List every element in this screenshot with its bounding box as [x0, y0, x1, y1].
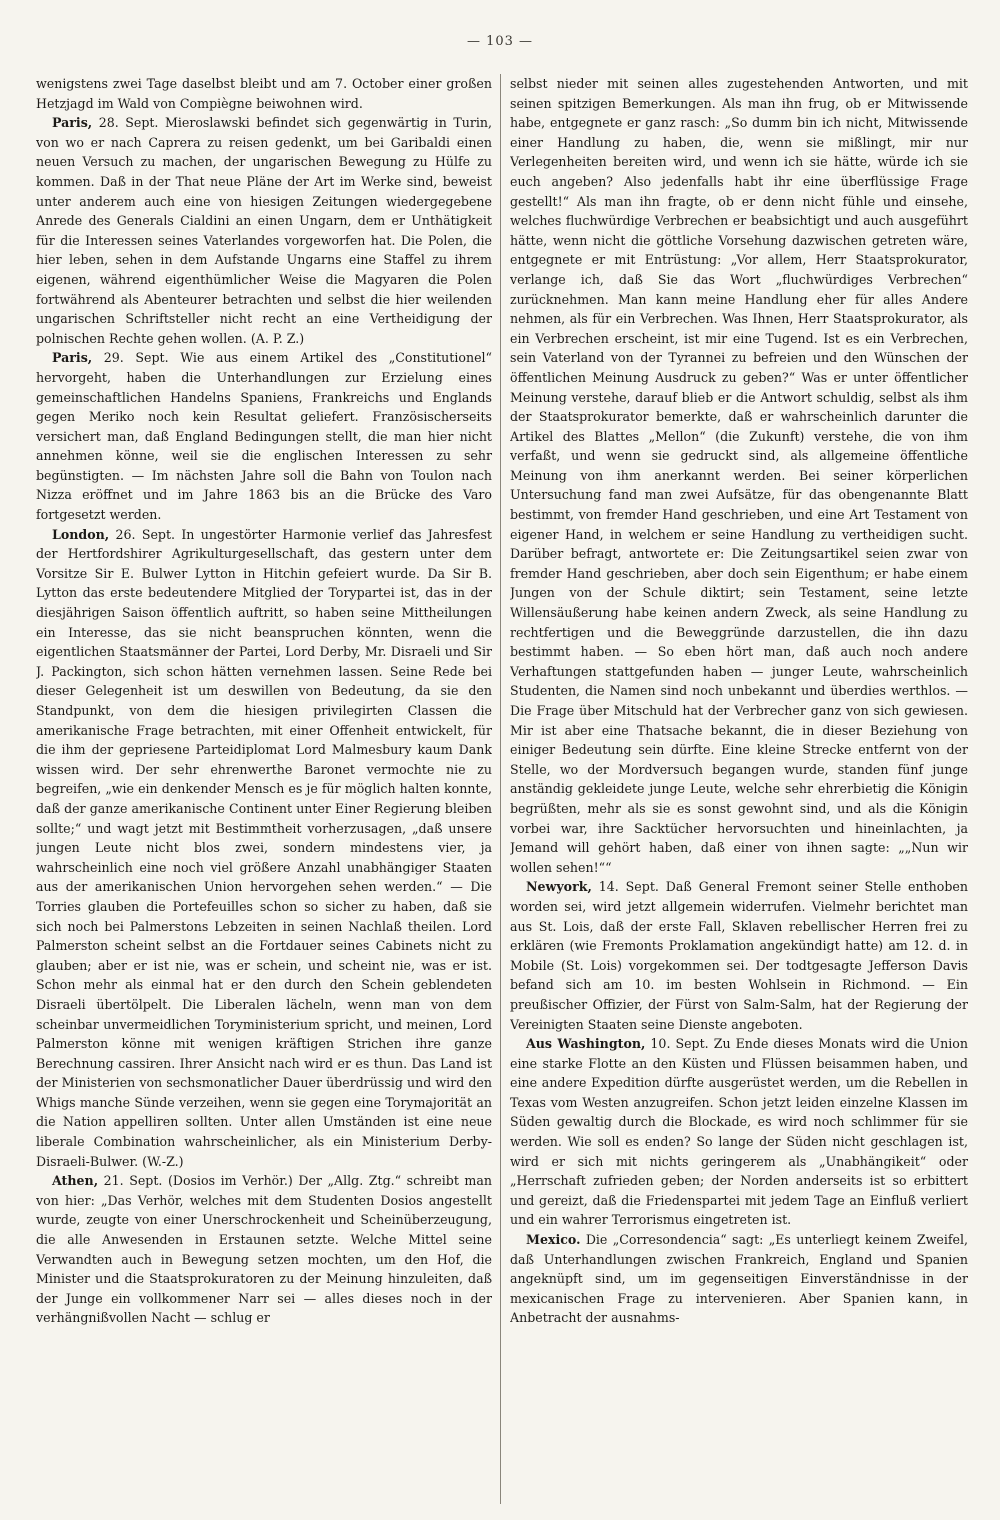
- article-text: 21. Sept. (Dosios im Verhör.) Der „Allg. Ztg.“ schreibt man von hier: „Das Verhör, welches mit dem Studenten Dosios angestellt wurde, zeugte von einer Unerschrockenheit und Scheinüberzeugung, die alle Anwesenden in Erstaunen setzte. Welche Mittel seine Verwandten auch in Bewegung setzen mochten, um den Hof, die Minister und die Staatsprokuratoren zu der Meinung hinzuleiten, daß der Junge ein vollkommener Narr sei — alles dieses noch in der verhängnißvollen Nacht — schlug er: [36, 1173, 492, 1326]
- article-paragraph: [36, 348, 492, 524]
- article-text: 26. Sept. In ungestörter Harmonie verlief das Jahresfest der Hertfordshirer Agrikulturgesellschaft, das gestern unter dem Vorsitze Sir E. Bulwer Lytton in Hitchin gefeiert wurde. Da Sir B. Lytton das erste bedeutendere Mitglied der Torypartei ist, das in der diesjährigen Saison öffentlich auftritt, so haben seine Mittheilungen ein Interesse, das sie nicht beanspruchen könnten, wenn die eigentlichen Staatsmänner der Partei, Lord Derby, Mr. Disraeli und Sir J. Packington, sich schon hätten vernehmen lassen. Seine Rede bei dieser Gelegenheit ist um deswillen von Bedeutung, da sie den Standpunkt, von dem die hiesigen privilegirten Classen die amerikanische Frage betrachten, mit einer Offenheit entwickelt, für die ihm der gepriesene Parteidiplomat Lord Malmesbury kaum Dank wissen wird. Der sehr ehrenwerthe Baronet vermochte nie zu begreifen, „wie ein denkender Mensch es je für möglich halten konnte, daß der ganze amerikanische Continent unter Einer Regierung bleiben sollte;“ und wagt jetzt mit Bestimmtheit vorherzusagen, „daß unsere jungen Leute nicht blos zwei, sondern mindestens vier, ja wahrscheinlich eine noch viel größere Anzahl unabhängiger Staaten aus der amerikanischen Union hervorgehen sehen werden.“ — Die Torries glauben die Portefeuilles schon so sicher zu haben, daß sie sich noch bei Palmerstons Lebzeiten in seinen Nachlaß theilen. Lord Palmerston scheint selbst an die Fortdauer seines Cabinets nicht zu glauben; aber er ist nie, was er schein, und scheint nie, was er ist. Schon mehr als einmal hat er den durch den Schein geblendeten Disraeli übertölpelt. Die Liberalen lächeln, wenn man von dem scheinbar unvermeidlichen Toryministerium spricht, und meinen, Lord Palmerston könne mit wenigen kräftigen Strichen ihre ganze Berechnung cassiren. Ihrer Ansicht nach wird er es thun. Das Land ist der Ministerien von sechsmonatlicher Dauer überdrüssig und wird den Whigs manche Sünde verzeihen, wenn sie gegen eine Torymajorität an die Nation appelliren sollten. Unter allen Umständen ist eine neue liberale Combination wahrscheinlicher, als ein Ministerium Derby-Disraeli-Bulwer.: [36, 526, 492, 1169]
- dateline: Paris,: [52, 115, 93, 131]
- left-column: [36, 74, 492, 1504]
- dateline: Mexico.: [526, 1232, 581, 1248]
- dateline: Aus Washington,: [526, 1036, 646, 1052]
- right-column: [510, 74, 968, 1504]
- article-text: Die „Corresondencia“ sagt: „Es unterliegt keinem Zweifel, daß Unterhandlungen zwischen Frankreich, England und Spanien angeknüpft sind, um im gegenseitigen Einverständnisse in der mexicanischen Frage zu intervenieren. Aber Spanien kann, in Anbetracht der ausnahms-: [510, 1232, 968, 1326]
- article-text: wenigstens zwei Tage daselbst bleibt und am 7. October einer großen Hetzjagd im Wald von Compiègne beiwohnen wird.: [36, 76, 492, 111]
- article-paragraph: [36, 1171, 492, 1328]
- column-rule: [500, 74, 501, 1504]
- article-paragraph: [510, 1034, 968, 1230]
- dateline: Paris,: [52, 350, 93, 366]
- article-text: 28. Sept. Mieroslawski befindet sich gegenwärtig in Turin, von wo er nach Caprera zu reisen gedenkt, um bei Garibaldi einen neuen Versuch zu machen, der ungarischen Bewegung zu Hülfe zu kommen. Daß in der That neue Pläne der Art im Werke sind, beweist unter anderem auch eine von hiesigen Zeitungen wiedergegebene Anrede des Generals Cialdini an einen Ungarn, dem er Unthätigkeit für die Interessen seines Vaterlandes vorgeworfen hat. Die Polen, die hier leben, sehen in dem Aufstande Ungarns eine Staffel zu ihrem eigenen, während eigenthümlicher Weise die Magyaren die Polen fortwährend als Abenteurer betrachten und selbst die hier weilenden ungarischen Schriftsteller nicht recht an eine Vertheidigung der polnischen Rechte gehen wollen.: [36, 115, 492, 346]
- dateline: Newyork,: [526, 879, 592, 895]
- article-paragraph: [510, 1230, 968, 1328]
- article-paragraph: [36, 74, 492, 113]
- source-note: (W.-Z.): [142, 1153, 184, 1169]
- article-text: selbst nieder mit seinen alles zugestehenden Antworten, und mit seinen spitzigen Bemerkungen. Als man ihn frug, ob er Mitwissende habe, entgegnete er ganz rasch: „So dumm bin ich nicht, Mitwissende einer Handlung zu haben, die, wenn sie mißlingt, mir nur Verlegenheiten bereiten wird, und wenn ich sie hätte, würde ich sie euch angeben? Also jedenfalls habt ihr eine überflüssige Frage gestellt!“ Als man ihn fragte, ob er denn nicht fühle und einsehe, welches fluchwürdige Verbrechen er beabsichtigt und auch ausgeführt hätte, wenn nicht die göttliche Vorsehung dazwischen getreten wäre, entgegnete er mit Entrüstung: „Vor allem, Herr Staatsprokurator, verlange ich, daß Sie das Wort „fluchwürdiges Verbrechen“ zurücknehmen. Man kann meine Handlung eher für alles Andere nehmen, als für ein Verbrechen. Was Ihnen, Herr Staatsprokurator, als ein Verbrechen erscheint, ist mir eine Tugend. Ist es ein Verbrechen, sein Vaterland von der Tyrannei zu befreien und den Wünschen der öffentlichen Meinung Ausdruck zu geben?“ Was er unter öffentlicher Meinung verstehe, darauf blieb er die Antwort schuldig, selbst als ihm der Staatsprokurator bemerkte, daß er wahrscheinlich darunter die Artikel des Blattes „Mellon“ (die Zukunft) verstehe, die von ihm verfaßt, und wenn sie gedruckt sind, als allgemeine öffentliche Meinung von ihm anerkannt werden. Bei seiner körperlichen Untersuchung fand man zwei Aufsätze, für das obengenannte Blatt bestimmt, von fremder Hand geschrieben, und eine Art Testament von eigener Hand, in welchem er seine Handlung zu vertheidigen sucht. Darüber befragt, antwortete er: Die Zeitungsartikel seien zwar von fremder Hand geschrieben, aber doch sein Eigenthum; er habe einem Jungen von der Schule diktirt; sein Testament, seine letzte Willensäußerung habe keinen andern Zweck, als seine Handlung zu rechtfertigen und die Beweggründe darzustellen, die ihn dazu bestimmt haben. — So eben hört man, daß auch noch andere Verhaftungen stattgefunden haben — junger Leute, wahrscheinlich Studenten, die Namen sind noch unbekannt und überdies werthlos. — Die Frage über Mitschuld hat der Verbrecher ganz von sich gewiesen. Mir ist aber eine Thatsache bekannt, die in dieser Beziehung von einiger Bedeutung sein dürfte. Eine kleine Strecke entfernt von der Stelle, wo der Mordversuch begangen wurde, standen fünf junge anständig gekleidete junge Leute, welche sehr ehrerbietig die Königin begrüßten, mehr als sie es sonst gewohnt sind, und als die Königin vorbei war, ihre Sacktücher hervorsuchten und hineinlachten, ja Jemand will gehört haben, daß einer von ihnen sagte: „„Nun wir wollen sehen!““: [510, 76, 968, 875]
- article-paragraph: [510, 74, 968, 877]
- article-paragraph: [510, 877, 968, 1034]
- dateline: London,: [52, 526, 110, 542]
- article-text: 14. Sept. Daß General Fremont seiner Stelle enthoben worden sei, wird jetzt allgemein widerrufen. Vielmehr berichtet man aus St. Lois, daß der erste Fall, Sklaven rebellischer Herren frei zu erklären (wie Fremonts Proklamation angekündigt hatte) am 12. d. in Mobile (St. Lois) vorgekommen sei. Der todtgesagte Jefferson Davis befand sich am 10. im besten Wohlsein in Richmond. — Ein preußischer Offizier, der Fürst von Salm-Salm, hat der Regierung der Vereinigten Staaten seine Dienste angeboten.: [510, 879, 968, 1032]
- dateline: Athen,: [52, 1173, 99, 1189]
- article-paragraph: [36, 113, 492, 348]
- article-text: 10. Sept. Zu Ende dieses Monats wird die Union eine starke Flotte an den Küsten und Flüssen beisammen haben, und eine andere Expedition dürfte ausgerüstet werden, um die Rebellen in Texas vom Westen anzugreifen. Schon jetzt leiden einzelne Klassen im Süden gewaltig durch die Blockade, es wird noch schlimmer für sie werden. Wie soll es enden? So lange der Süden nicht geschlagen ist, wird er sich mit nichts geringerem als „Unabhängikeit“ oder „Herrschaft zufrieden geben; der Norden anderseits ist so erbittert und gereizt, daß die Friedenspartei mit jedem Tage an Einfluß verliert und ein wahrer Terrorismus eingetreten ist.: [510, 1036, 968, 1228]
- page-number: — 103 —: [466, 34, 534, 49]
- article-text: 29. Sept. Wie aus einem Artikel des „Constitutionel“ hervorgeht, haben die Unterhandlungen zur Erzielung eines gemeinschaftlichen Handelns Spaniens, Frankreichs und Englands gegen Meriko noch kein Resultat geliefert. Französischerseits versichert man, daß England Bedingungen stellt, die man hier nicht annehmen könne, weil sie die englischen Interessen zu sehr begünstigten. — Im nächsten Jahre soll die Bahn von Toulon nach Nizza eröffnet und im Jahre 1863 bis an die Brücke des Varo fortgesetzt werden.: [36, 350, 492, 523]
- article-paragraph: [36, 525, 492, 1172]
- source-note: (A. P. Z.): [250, 330, 305, 346]
